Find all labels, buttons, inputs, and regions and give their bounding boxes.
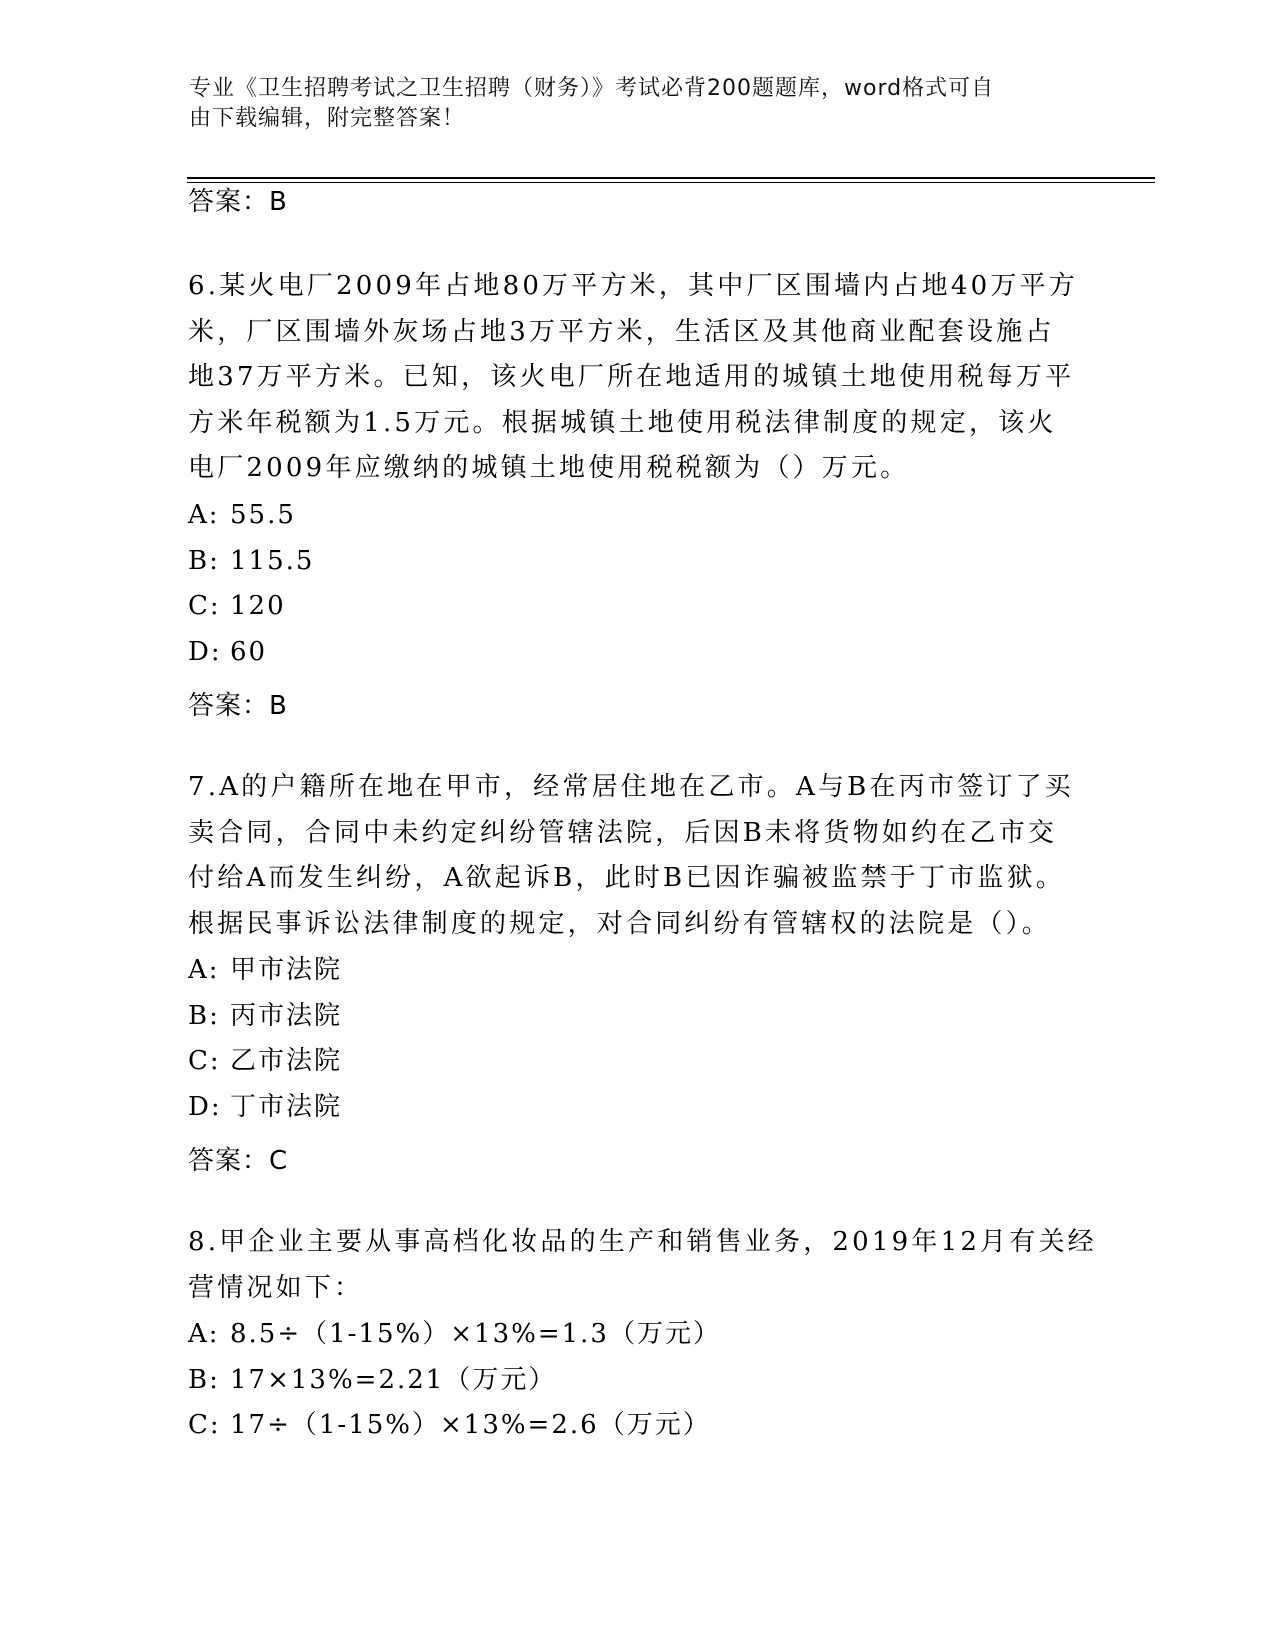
question-7-line: 根据民事诉讼法律制度的规定，对合同纠纷有管辖权的法院是（）。 xyxy=(188,908,1052,939)
question-7-line: 7.A的户籍所在地在甲市，经常居住地在乙市。A与B在丙市签订了买 xyxy=(188,772,1074,802)
question-6-answer: 答案：B xyxy=(188,691,288,721)
question-7-option-b: B: 丙市法院 xyxy=(188,1000,343,1031)
question-6-stem xyxy=(188,264,1088,492)
header-note-line-1: 专业《卫生招聘考试之卫生招聘（财务）》考试必背200题题库，word格式可自 xyxy=(189,76,995,101)
question-7-line: 卖合同，合同中未约定纠纷管辖法院，后因B未将货物如约在乙市交 xyxy=(188,817,1058,848)
question-7-options xyxy=(188,948,342,1130)
question-8-stem xyxy=(188,1220,1097,1311)
question-7-option-d: D: 丁市法院 xyxy=(188,1091,343,1122)
question-7-stem xyxy=(188,765,1088,947)
question-6-options xyxy=(188,493,314,675)
question-6-line: 方米年税额为1.5万元。根据城镇土地使用税法律制度的规定，该火 xyxy=(188,407,1057,438)
question-6-option-d: D: 60 xyxy=(188,636,268,667)
question-6-line: 6.某火电厂2009年占地80万平方米，其中厂区围墙内占地40万平方 xyxy=(188,271,1078,301)
question-8-option-c: C: 17÷（1-15%）×13%=2.6（万元） xyxy=(188,1410,711,1441)
question-6-option-a: A: 55.5 xyxy=(188,500,296,530)
question-6-line: 电厂2009年应缴纳的城镇土地使用税税额为（）万元。 xyxy=(188,453,910,484)
question-7-line: 付给A而发生纠纷，A欲起诉B，此时B已因诈骗被监禁于丁市监狱。 xyxy=(188,863,1065,894)
question-8-line: 营情况如下： xyxy=(188,1272,364,1303)
question-6-line: 米，厂区围墙外灰场占地3万平方米，生活区及其他商业配套设施占 xyxy=(188,316,1055,347)
header-note-line-2: 由下载编辑，附完整答案！ xyxy=(189,106,466,131)
question-8-options xyxy=(188,1312,721,1449)
question-6-option-b: B: 115.5 xyxy=(188,545,315,576)
question-8-option-b: B: 17×13%=2.21（万元） xyxy=(188,1364,557,1395)
document-header-note xyxy=(189,74,1089,134)
question-8-line: 8.甲企业主要从事高档化妆品的生产和销售业务，2019年12月有关经 xyxy=(188,1227,1097,1257)
question-6-option-c: C: 120 xyxy=(188,591,286,622)
question-8-option-a: A: 8.5÷（1-15%）×13%=1.3（万元） xyxy=(188,1319,721,1349)
question-6-line: 地37万平方米。已知，该火电厂所在地适用的城镇土地使用税每万平 xyxy=(188,362,1075,393)
question-7-option-c: C: 乙市法院 xyxy=(188,1046,343,1077)
header-divider-thin xyxy=(187,182,1155,183)
question-7-option-a: A: 甲市法院 xyxy=(188,955,343,985)
previous-question-answer: 答案：B xyxy=(188,187,288,217)
question-7-answer: 答案：C xyxy=(188,1146,289,1176)
header-divider-thick xyxy=(187,177,1155,179)
